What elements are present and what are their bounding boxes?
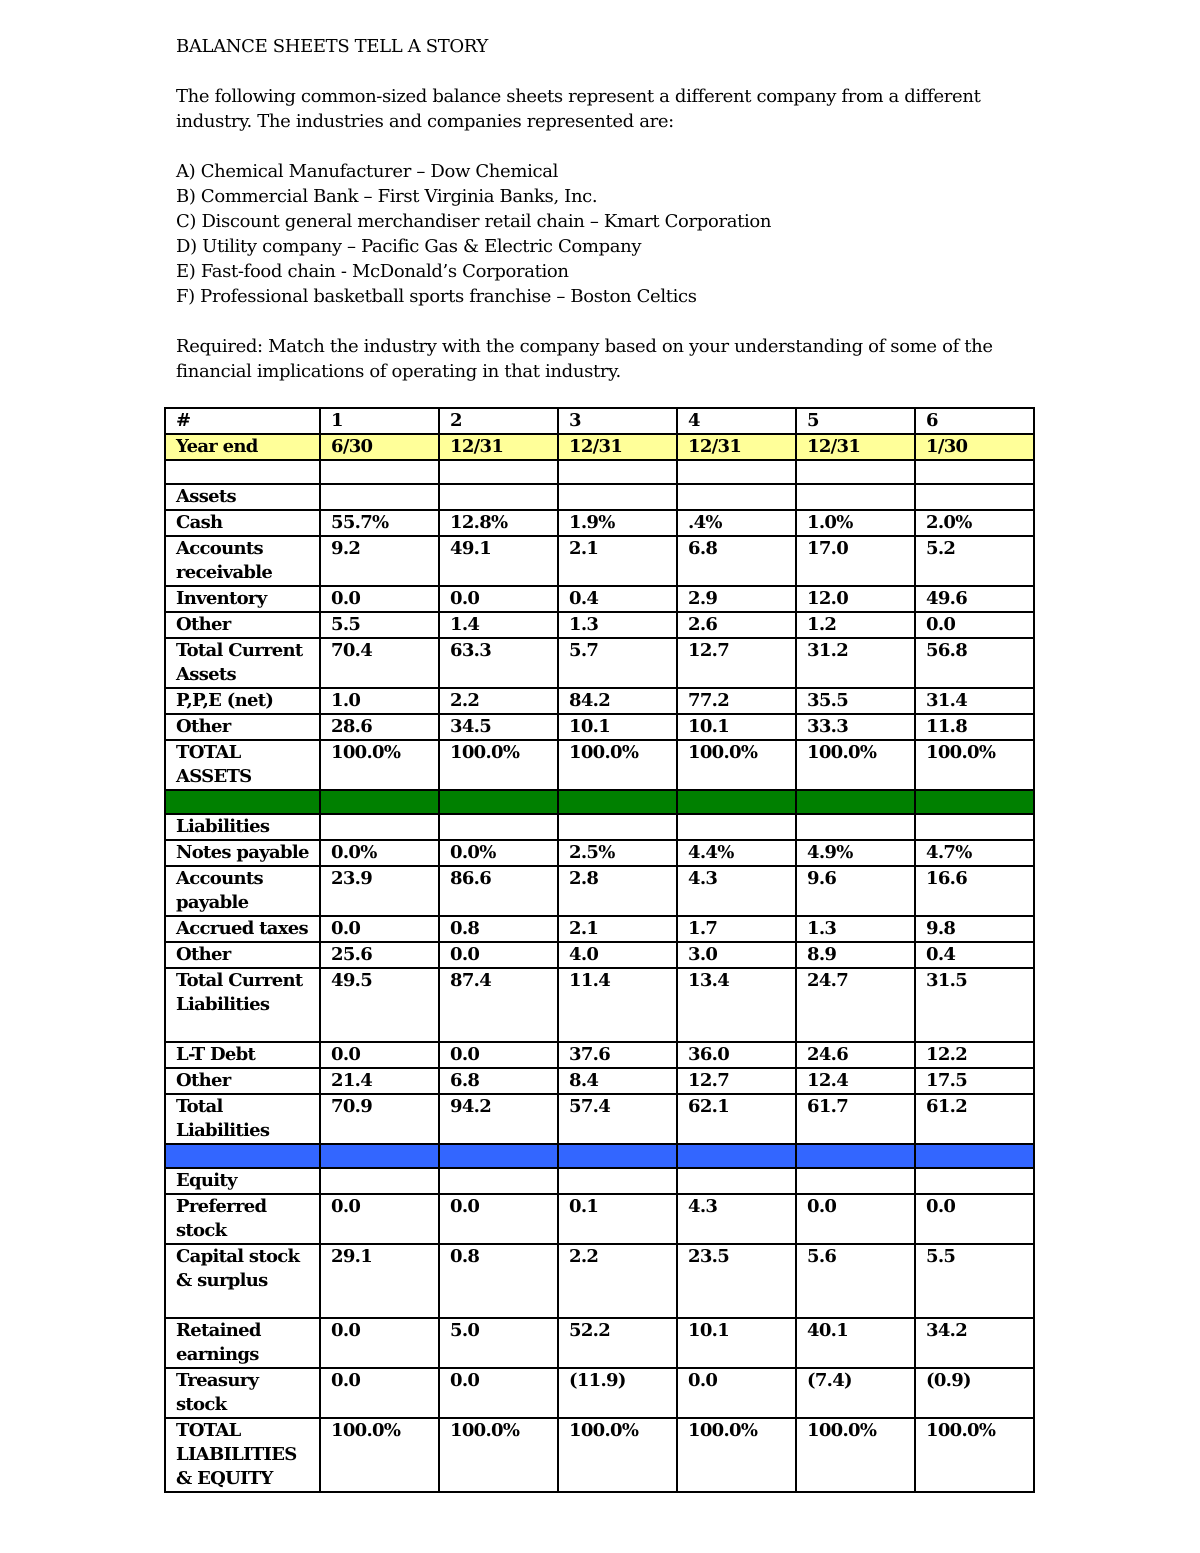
- row-label: Total Current Liabilities: [165, 968, 320, 1042]
- cell-value: [558, 814, 677, 840]
- row-label: Other: [165, 942, 320, 968]
- table-row: [165, 740, 1034, 790]
- cell-value: [915, 790, 1034, 814]
- cell-value: 12/31: [439, 434, 558, 460]
- cell-value: 24.6: [796, 1042, 915, 1068]
- cell-value: 21.4: [320, 1068, 439, 1094]
- cell-value: 1.2: [796, 612, 915, 638]
- table-row: [165, 586, 1034, 612]
- cell-value: 9.8: [915, 916, 1034, 942]
- cell-value: 4.9%: [796, 840, 915, 866]
- year-end-row: [165, 434, 1034, 460]
- industry-d: D) Utility company – Pacific Gas & Electric Company: [176, 236, 642, 257]
- table-row: [165, 1068, 1034, 1094]
- document-title: BALANCE SHEETS TELL A STORY: [176, 36, 488, 57]
- row-label: TOTAL ASSETS: [165, 740, 320, 790]
- cell-value: 4.3: [677, 866, 796, 916]
- industry-b: B) Commercial Bank – First Virginia Banks, Inc.: [176, 186, 598, 207]
- cell-value: 100.0%: [677, 1418, 796, 1492]
- cell-value: 1.9%: [558, 510, 677, 536]
- cell-value: 2.9: [677, 586, 796, 612]
- cell-value: [677, 484, 796, 510]
- row-label: Other: [165, 612, 320, 638]
- cell-value: 4: [677, 408, 796, 434]
- liabilities-separator-row: [165, 1144, 1034, 1168]
- row-label: [165, 790, 320, 814]
- cell-value: 63.3: [439, 638, 558, 688]
- cell-value: [796, 1168, 915, 1194]
- cell-value: [320, 790, 439, 814]
- cell-value: [677, 1168, 796, 1194]
- cell-value: 100.0%: [320, 1418, 439, 1492]
- row-label: #: [165, 408, 320, 434]
- cell-value: 0.1: [558, 1194, 677, 1244]
- table-row: [165, 968, 1034, 1042]
- cell-value: 12.0: [796, 586, 915, 612]
- row-label: Accrued taxes: [165, 916, 320, 942]
- cell-value: 2.2: [439, 688, 558, 714]
- row-label: Total Liabilities: [165, 1094, 320, 1144]
- cell-value: [320, 460, 439, 484]
- industry-c: C) Discount general merchandiser retail chain – Kmart Corporation: [176, 211, 772, 232]
- cell-value: 84.2: [558, 688, 677, 714]
- intro-text: [176, 34, 1076, 384]
- cell-value: 1.3: [796, 916, 915, 942]
- cell-value: 31.2: [796, 638, 915, 688]
- cell-value: 5.0: [439, 1318, 558, 1368]
- cell-value: 3.0: [677, 942, 796, 968]
- table-row: [165, 866, 1034, 916]
- cell-value: 34.5: [439, 714, 558, 740]
- header-row: [165, 408, 1034, 434]
- cell-value: 56.8: [915, 638, 1034, 688]
- cell-value: 100.0%: [915, 740, 1034, 790]
- cell-value: 3: [558, 408, 677, 434]
- cell-value: [439, 790, 558, 814]
- required-line-1: Required: Match the industry with the company based on your understanding of some of the: [176, 336, 993, 357]
- table-row: [165, 942, 1034, 968]
- table-row: [165, 1368, 1034, 1418]
- table-row: [165, 1244, 1034, 1318]
- cell-value: 0.0: [439, 586, 558, 612]
- cell-value: 0.4: [558, 586, 677, 612]
- table-row: [165, 916, 1034, 942]
- cell-value: 5.5: [320, 612, 439, 638]
- cell-value: 62.1: [677, 1094, 796, 1144]
- cell-value: [320, 484, 439, 510]
- cell-value: [439, 814, 558, 840]
- cell-value: 100.0%: [558, 740, 677, 790]
- equity-heading-row: [165, 1168, 1034, 1194]
- intro-line-2: industry. The industries and companies represented are:: [176, 111, 674, 132]
- cell-value: 57.4: [558, 1094, 677, 1144]
- cell-value: 0.0: [796, 1194, 915, 1244]
- cell-value: 31.4: [915, 688, 1034, 714]
- cell-value: 5.2: [915, 536, 1034, 586]
- cell-value: 12.4: [796, 1068, 915, 1094]
- table-row: [165, 1318, 1034, 1368]
- assets-separator-row: [165, 790, 1034, 814]
- cell-value: 1.3: [558, 612, 677, 638]
- table-row: [165, 714, 1034, 740]
- cell-value: [915, 1168, 1034, 1194]
- row-label: L-T Debt: [165, 1042, 320, 1068]
- cell-value: 0.0%: [439, 840, 558, 866]
- cell-value: [677, 814, 796, 840]
- table-row: [165, 1042, 1034, 1068]
- cell-value: [677, 1144, 796, 1168]
- cell-value: 2.0%: [915, 510, 1034, 536]
- row-label: Accounts receivable: [165, 536, 320, 586]
- cell-value: 17.5: [915, 1068, 1034, 1094]
- cell-value: 0.0: [320, 916, 439, 942]
- cell-value: 0.0: [915, 1194, 1034, 1244]
- cell-value: 100.0%: [558, 1418, 677, 1492]
- cell-value: 0.0: [320, 1194, 439, 1244]
- cell-value: 4.4%: [677, 840, 796, 866]
- cell-value: 100.0%: [796, 1418, 915, 1492]
- cell-value: 61.7: [796, 1094, 915, 1144]
- cell-value: .4%: [677, 510, 796, 536]
- cell-value: 0.8: [439, 1244, 558, 1318]
- cell-value: [558, 790, 677, 814]
- cell-value: (0.9): [915, 1368, 1034, 1418]
- cell-value: 29.1: [320, 1244, 439, 1318]
- cell-value: [915, 484, 1034, 510]
- cell-value: 34.2: [915, 1318, 1034, 1368]
- cell-value: [677, 790, 796, 814]
- cell-value: 12/31: [796, 434, 915, 460]
- row-label: Cash: [165, 510, 320, 536]
- cell-value: [915, 814, 1034, 840]
- cell-value: 17.0: [796, 536, 915, 586]
- cell-value: 8.9: [796, 942, 915, 968]
- cell-value: 23.9: [320, 866, 439, 916]
- cell-value: 0.0: [320, 1042, 439, 1068]
- cell-value: 31.5: [915, 968, 1034, 1042]
- cell-value: 9.6: [796, 866, 915, 916]
- cell-value: 100.0%: [677, 740, 796, 790]
- cell-value: 100.0%: [439, 740, 558, 790]
- industry-f: F) Professional basketball sports franchise – Boston Celtics: [176, 286, 697, 307]
- row-label: [165, 460, 320, 484]
- cell-value: 4.3: [677, 1194, 796, 1244]
- cell-value: 61.2: [915, 1094, 1034, 1144]
- cell-value: 49.5: [320, 968, 439, 1042]
- cell-value: 0.0: [439, 1042, 558, 1068]
- cell-value: 10.1: [677, 714, 796, 740]
- cell-value: 94.2: [439, 1094, 558, 1144]
- cell-value: 2.2: [558, 1244, 677, 1318]
- table-row: [165, 612, 1034, 638]
- cell-value: 0.0%: [320, 840, 439, 866]
- row-label: P,P,E (net): [165, 688, 320, 714]
- cell-value: 25.6: [320, 942, 439, 968]
- cell-value: 8.4: [558, 1068, 677, 1094]
- balance-sheet-body: [165, 408, 1034, 1492]
- row-label: TOTAL LIABILITIES & EQUITY: [165, 1418, 320, 1492]
- cell-value: 1.0%: [796, 510, 915, 536]
- row-label: Equity: [165, 1168, 320, 1194]
- cell-value: 28.6: [320, 714, 439, 740]
- cell-value: [439, 460, 558, 484]
- cell-value: 23.5: [677, 1244, 796, 1318]
- cell-value: 70.4: [320, 638, 439, 688]
- cell-value: [796, 460, 915, 484]
- blank-row: [165, 460, 1034, 484]
- cell-value: 12.8%: [439, 510, 558, 536]
- cell-value: 100.0%: [915, 1418, 1034, 1492]
- cell-value: 100.0%: [796, 740, 915, 790]
- cell-value: 0.0: [439, 1368, 558, 1418]
- cell-value: 12.7: [677, 1068, 796, 1094]
- cell-value: 49.6: [915, 586, 1034, 612]
- table-row: [165, 536, 1034, 586]
- cell-value: 1/30: [915, 434, 1034, 460]
- cell-value: [915, 1144, 1034, 1168]
- cell-value: 12.7: [677, 638, 796, 688]
- cell-value: 36.0: [677, 1042, 796, 1068]
- row-label: [165, 1144, 320, 1168]
- cell-value: 2.6: [677, 612, 796, 638]
- row-label: Accounts payable: [165, 866, 320, 916]
- cell-value: 5.5: [915, 1244, 1034, 1318]
- table-row: [165, 638, 1034, 688]
- row-label: Capital stock & surplus: [165, 1244, 320, 1318]
- cell-value: 100.0%: [439, 1418, 558, 1492]
- industry-a: A) Chemical Manufacturer – Dow Chemical: [176, 161, 558, 182]
- cell-value: 10.1: [677, 1318, 796, 1368]
- table-row: [165, 510, 1034, 536]
- cell-value: 0.0: [915, 612, 1034, 638]
- cell-value: [439, 1144, 558, 1168]
- cell-value: 0.4: [915, 942, 1034, 968]
- cell-value: [796, 790, 915, 814]
- cell-value: [320, 1168, 439, 1194]
- cell-value: 11.4: [558, 968, 677, 1042]
- cell-value: 6.8: [677, 536, 796, 586]
- cell-value: 0.8: [439, 916, 558, 942]
- industry-e: E) Fast-food chain - McDonald’s Corporation: [176, 261, 569, 282]
- cell-value: 2.1: [558, 536, 677, 586]
- row-label: Liabilities: [165, 814, 320, 840]
- cell-value: [439, 484, 558, 510]
- row-label: Inventory: [165, 586, 320, 612]
- cell-value: 1.4: [439, 612, 558, 638]
- cell-value: 12/31: [558, 434, 677, 460]
- cell-value: 0.0: [320, 586, 439, 612]
- cell-value: 37.6: [558, 1042, 677, 1068]
- row-label: Preferred stock: [165, 1194, 320, 1244]
- row-label: Year end: [165, 434, 320, 460]
- cell-value: 1.0: [320, 688, 439, 714]
- cell-value: 10.1: [558, 714, 677, 740]
- cell-value: 2.1: [558, 916, 677, 942]
- cell-value: 86.6: [439, 866, 558, 916]
- row-label: Total Current Assets: [165, 638, 320, 688]
- cell-value: 40.1: [796, 1318, 915, 1368]
- cell-value: [558, 460, 677, 484]
- cell-value: [677, 460, 796, 484]
- cell-value: 2: [439, 408, 558, 434]
- cell-value: 4.0: [558, 942, 677, 968]
- row-label: Other: [165, 714, 320, 740]
- cell-value: 4.7%: [915, 840, 1034, 866]
- cell-value: 5: [796, 408, 915, 434]
- row-label: Assets: [165, 484, 320, 510]
- cell-value: 87.4: [439, 968, 558, 1042]
- cell-value: 24.7: [796, 968, 915, 1042]
- cell-value: [320, 1144, 439, 1168]
- cell-value: 0.0: [320, 1318, 439, 1368]
- cell-value: 35.5: [796, 688, 915, 714]
- cell-value: [558, 1144, 677, 1168]
- row-label: Notes payable: [165, 840, 320, 866]
- cell-value: 49.1: [439, 536, 558, 586]
- cell-value: 6.8: [439, 1068, 558, 1094]
- cell-value: 0.0: [320, 1368, 439, 1418]
- cell-value: [796, 484, 915, 510]
- cell-value: [915, 460, 1034, 484]
- cell-value: 11.8: [915, 714, 1034, 740]
- table-row: [165, 840, 1034, 866]
- cell-value: 12.2: [915, 1042, 1034, 1068]
- cell-value: [558, 484, 677, 510]
- cell-value: (7.4): [796, 1368, 915, 1418]
- cell-value: [796, 814, 915, 840]
- cell-value: 2.8: [558, 866, 677, 916]
- cell-value: 55.7%: [320, 510, 439, 536]
- cell-value: [558, 1168, 677, 1194]
- cell-value: 6: [915, 408, 1034, 434]
- row-label: Other: [165, 1068, 320, 1094]
- cell-value: 1.7: [677, 916, 796, 942]
- table-row: [165, 688, 1034, 714]
- cell-value: 12/31: [677, 434, 796, 460]
- cell-value: 52.2: [558, 1318, 677, 1368]
- cell-value: [439, 1168, 558, 1194]
- cell-value: 70.9: [320, 1094, 439, 1144]
- table-row: [165, 1418, 1034, 1492]
- cell-value: 100.0%: [320, 740, 439, 790]
- liabilities-heading-row: [165, 814, 1034, 840]
- cell-value: 77.2: [677, 688, 796, 714]
- required-line-2: financial implications of operating in that industry.: [176, 361, 621, 382]
- cell-value: 1: [320, 408, 439, 434]
- cell-value: 2.5%: [558, 840, 677, 866]
- table-row: [165, 1194, 1034, 1244]
- cell-value: 33.3: [796, 714, 915, 740]
- cell-value: [796, 1144, 915, 1168]
- cell-value: 6/30: [320, 434, 439, 460]
- cell-value: 0.0: [439, 1194, 558, 1244]
- balance-sheet-table: [164, 407, 1035, 1493]
- cell-value: 0.0: [439, 942, 558, 968]
- cell-value: (11.9): [558, 1368, 677, 1418]
- cell-value: 5.7: [558, 638, 677, 688]
- row-label: Retained earnings: [165, 1318, 320, 1368]
- cell-value: 5.6: [796, 1244, 915, 1318]
- cell-value: 0.0: [677, 1368, 796, 1418]
- cell-value: 9.2: [320, 536, 439, 586]
- cell-value: 13.4: [677, 968, 796, 1042]
- row-label: Treasury stock: [165, 1368, 320, 1418]
- assets-heading-row: [165, 484, 1034, 510]
- cell-value: [320, 814, 439, 840]
- table-row: [165, 1094, 1034, 1144]
- cell-value: 16.6: [915, 866, 1034, 916]
- intro-line-1: The following common-sized balance sheets represent a different company from a different: [176, 86, 981, 107]
